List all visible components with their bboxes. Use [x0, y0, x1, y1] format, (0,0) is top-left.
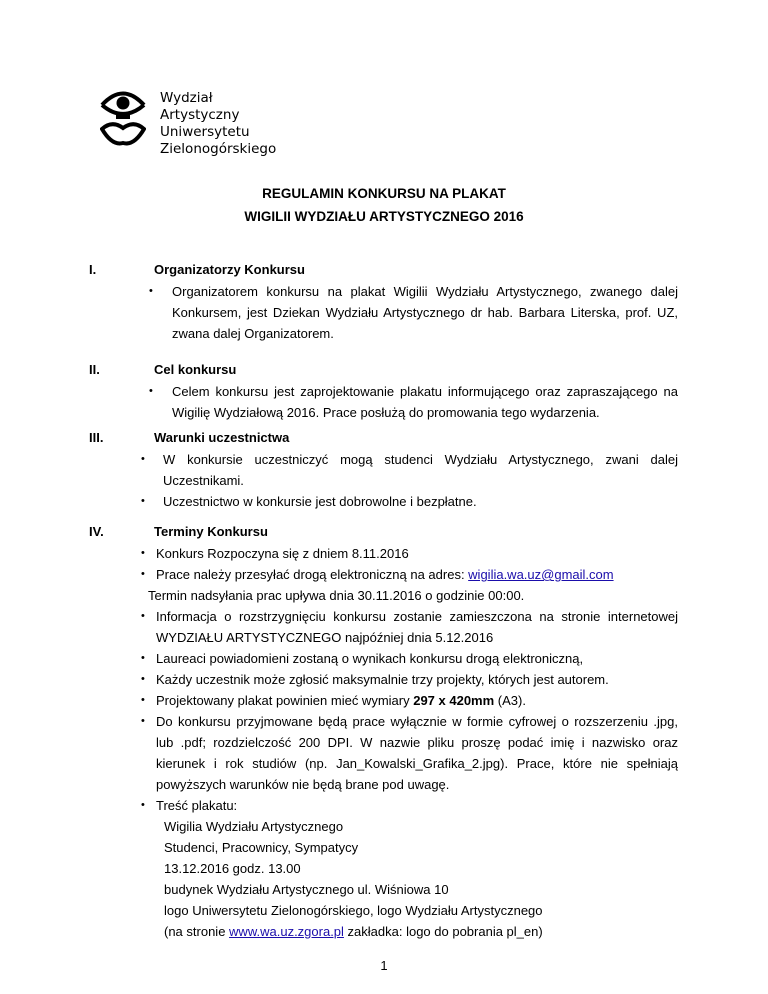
section-number: III.: [89, 430, 104, 445]
logo-line: Wydział: [160, 90, 213, 106]
website-prefix: (na stronie: [164, 924, 230, 939]
section-number: IV.: [89, 524, 104, 539]
list-item: Celem konkursu jest zaprojektowanie plakatu informującego oraz zapraszającego na Wigilię Wydziałową 2016. Prace posłużą do promowania tego wydarzenia.: [172, 384, 678, 420]
poster-size: 297 x 420mm: [413, 693, 495, 708]
list-item: W konkursie uczestniczyć mogą studenci Wydziału Artystycznego, zwani dalej Uczestnikami.: [163, 452, 678, 488]
bullet-icon: •: [149, 285, 153, 297]
deadline-text: Termin nadsyłania prac upływa dnia 30.11.2016 o godzinie 00:00.: [148, 588, 525, 603]
logo-line: Zielonogórskiego: [160, 141, 277, 157]
logo-line: Artystyczny: [160, 107, 240, 123]
poster-content-line: Wigilia Wydziału Artystycznego: [164, 819, 344, 834]
poster-content-line: [164, 921, 543, 942]
faculty-logo: [100, 86, 146, 151]
section-title: Cel konkursu: [154, 362, 237, 377]
poster-content-line: logo Uniwersytetu Zielonogórskiego, logo Wydziału Artystycznego: [164, 903, 543, 918]
logo-line: Uniwersytetu: [160, 124, 250, 140]
section-title: Terminy Konkursu: [154, 524, 268, 539]
list-item-text: Prace należy przesyłać drogą elektroniczną na adres:: [156, 567, 469, 582]
bullet-icon: •: [141, 694, 145, 706]
section-number: II.: [89, 362, 100, 377]
list-item: [156, 690, 526, 711]
list-item: Informacja o rozstrzygnięciu konkursu zostanie zamieszczona na stronie internetowej WYDZIAŁU ARTYSTYCZNEGO najpóźniej dnia 5.12.2016: [156, 609, 678, 645]
section-title: Warunki uczestnictwa: [154, 430, 290, 445]
list-item: Uczestnictwo w konkursie jest dobrowolne i bezpłatne.: [163, 494, 477, 509]
document-title-line-2: WIGILII WYDZIAŁU ARTYSTYCZNEGO 2016: [244, 209, 524, 224]
bullet-icon: •: [141, 568, 145, 580]
poster-content-line: 13.12.2016 godz. 13.00: [164, 861, 301, 876]
poster-size-suffix: (A3).: [494, 693, 526, 708]
bullet-icon: •: [141, 799, 145, 811]
section-number: I.: [89, 262, 97, 277]
bullet-icon: •: [149, 385, 153, 397]
list-item: [156, 564, 614, 585]
faculty-name: [160, 90, 276, 158]
list-item: Laureaci powiadomieni zostaną o wynikach konkursu drogą elektroniczną,: [156, 651, 584, 666]
page-number: 1: [380, 958, 388, 973]
email-link[interactable]: wigilia.wa.uz@gmail.com: [468, 567, 614, 582]
bullet-icon: •: [141, 673, 145, 685]
bullet-icon: •: [141, 453, 145, 465]
bullet-icon: •: [141, 715, 145, 727]
website-link[interactable]: www.wa.uz.zgora.pl: [229, 924, 344, 939]
website-suffix: zakładka: logo do pobrania pl_en): [343, 924, 543, 939]
list-item: Każdy uczestnik może zgłosić maksymalnie trzy projekty, których jest autorem.: [156, 672, 609, 687]
poster-content-line: budynek Wydziału Artystycznego ul. Wiśniowa 10: [164, 882, 449, 897]
document-title-line-1: REGULAMIN KONKURSU NA PLAKAT: [262, 186, 506, 201]
bullet-icon: •: [141, 495, 145, 507]
bullet-icon: •: [141, 652, 145, 664]
eye-and-lips-logo-icon: [100, 86, 146, 148]
list-item-text: Projektowany plakat powinien mieć wymiary: [156, 693, 414, 708]
section-title: Organizatorzy Konkursu: [154, 262, 305, 277]
list-item: Organizatorem konkursu na plakat Wigilii Wydziału Artystycznego, zwanego dalej Konkursem, jest Dziekan Wydziału Artystycznego dr hab. Barbara Literska, prof. UZ, zwana dalej Organizatorem.: [172, 284, 678, 341]
bullet-icon: •: [141, 547, 145, 559]
list-item: Konkurs Rozpoczyna się z dniem 8.11.2016: [156, 546, 409, 561]
list-item: Do konkursu przyjmowane będą prace wyłącznie w formie cyfrowej o rozszerzeniu .jpg, lub .pdf; rozdzielczość 200 DPI. W nazwie pliku proszę podać imię i nazwisko oraz kierunek i rok studiów (np. Jan_Kowalski_Grafika_2.jpg). Prace, które nie spełniają powyższych warunków nie będą brane pod uwagę.: [156, 714, 678, 792]
bullet-icon: •: [141, 610, 145, 622]
poster-content-line: Studenci, Pracownicy, Sympatycy: [164, 840, 359, 855]
list-item: Treść plakatu:: [156, 798, 238, 813]
